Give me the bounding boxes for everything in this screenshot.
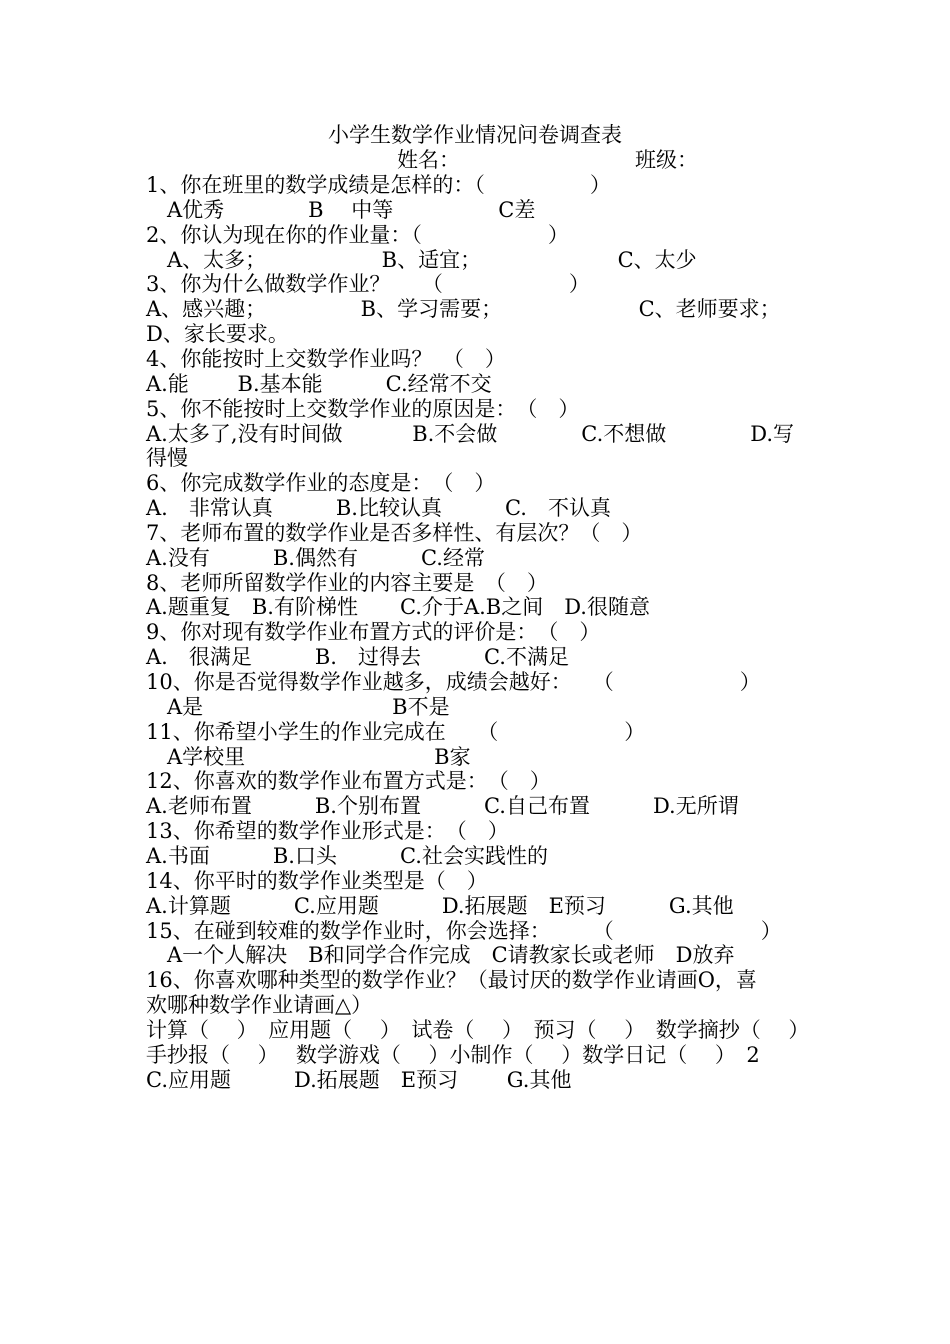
question-2: 2、你认为现在你的作业量：（ ） — [146, 222, 569, 247]
question-13-options: A.书面 B.口头 C.社会实践性的 — [146, 843, 548, 868]
question-1: 1、你在班里的数学成绩是怎样的：（ ） — [146, 173, 611, 197]
question-15: 15、在碰到较难的数学作业时，你会选择： （ ） — [146, 918, 782, 943]
question-3-options: A、感兴趣； B、学习需要； C、老师要求； — [146, 297, 781, 322]
question-12-options: A.老师布置 B.个别布置 C.自己布置 D.无所谓 — [146, 794, 739, 819]
question-10: 10、你是否觉得数学作业越多，成绩会越好： （ ） — [146, 670, 761, 694]
question-5: 5、你不能按时上交数学作业的原因是： （ ） — [146, 396, 580, 421]
question-3-options: D、家长要求。 — [146, 322, 289, 347]
question-2-options: A、太多； B、适宜； C、太少 — [146, 247, 697, 272]
question-16: 16、你喜欢哪种类型的数学作业？（最讨厌的数学作业请画O，喜 — [146, 968, 757, 993]
question-16-options: 手抄报（ ） 数学游戏（ ）小制作（ ）数学日记（ ） 2 — [146, 1042, 760, 1067]
question-1-options: A优秀 B 中等 C差 — [146, 197, 536, 222]
question-14-options: A.计算题 C.应用题 D.拓展题 E预习 G.其他 — [146, 893, 734, 918]
question-9-options: A. 很满足 B. 过得去 C.不满足 — [146, 645, 569, 670]
question-11: 11、你希望小学生的作业完成在 （ ） — [146, 719, 646, 744]
name-label: 姓名： — [397, 148, 460, 172]
question-8-options: A.题重复 B.有阶梯性 C.介于A.B之间 D.很随意 — [146, 595, 650, 620]
question-6-options: A. 非常认真 B.比较认真 C. 不认真 — [146, 496, 611, 521]
question-7-options: A.没有 B.偶然有 C.经常 — [146, 545, 485, 570]
question-9: 9、你对现有数学作业布置方式的评价是： （ ） — [146, 620, 601, 645]
question-14: 14、你平时的数学作业类型是（ ） — [146, 868, 488, 893]
question-10-options: A是 B不是 — [146, 694, 450, 719]
question-6: 6、你完成数学作业的态度是： （ ） — [146, 471, 496, 496]
question-13: 13、你希望的数学作业形式是： （ ） — [146, 819, 509, 844]
class-label: 班级： — [635, 148, 698, 172]
question-4: 4、你能按时上交数学作业吗？ （ ） — [146, 346, 506, 371]
question-16-options: 计算（ ） 应用题（ ） 试卷（ ） 预习（ ） 数学摘抄（ ） — [146, 1017, 810, 1042]
question-5-options: A.太多了,没有时间做 B.不会做 C.不想做 D.写 — [146, 421, 795, 446]
question-7: 7、老师布置的数学作业是否多样性、有层次？（ ） — [146, 520, 643, 545]
question-16-options: C.应用题 D.拓展题 E预习 G.其他 — [146, 1067, 572, 1092]
page-title: 小学生数学作业情况问卷调查表 — [328, 123, 622, 147]
question-16-options: 欢哪种数学作业请画△） — [146, 993, 373, 1018]
question-12: 12、你喜欢的数学作业布置方式是： （ ） — [146, 769, 551, 794]
question-4-options: A.能 B.基本能 C.经常不交 — [146, 371, 492, 396]
question-15-options: A一个人解决 B和同学合作完成 C请教家长或老师 D放弃 — [146, 943, 735, 968]
question-3: 3、你为什么做数学作业？ （ ） — [146, 272, 590, 297]
question-8: 8、老师所留数学作业的内容主要是 （ ） — [146, 570, 548, 595]
question-5-options: 得慢 — [146, 446, 188, 471]
question-11-options: A学校里 B家 — [146, 744, 471, 769]
